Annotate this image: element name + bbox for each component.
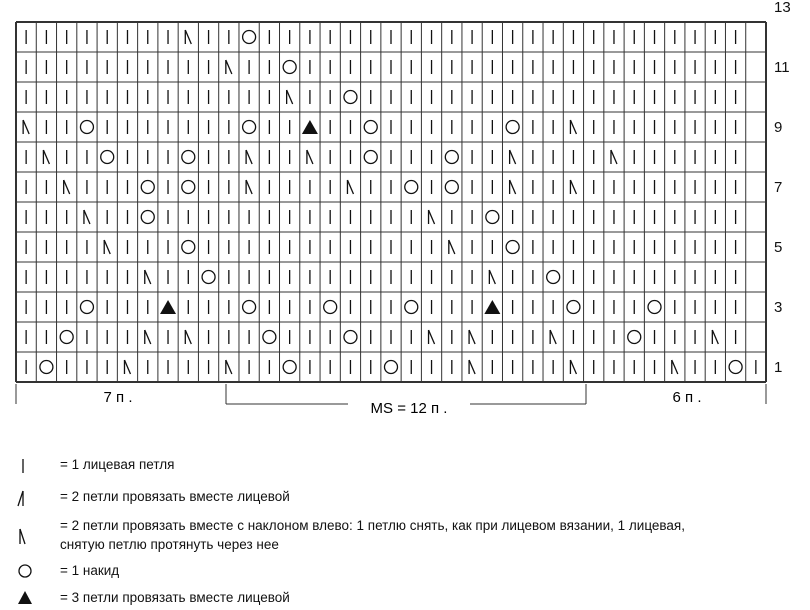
yarn-over-stitch <box>445 181 458 194</box>
row-number-label: 13 <box>774 0 791 16</box>
row-number-label: 3 <box>774 299 783 316</box>
yarn-over-stitch <box>182 241 195 254</box>
k2tog-left-stitch <box>145 270 151 284</box>
yarn-over-stitch <box>364 121 377 134</box>
k2tog-left-stitch <box>712 330 718 344</box>
k2tog-left-stitch <box>510 150 516 164</box>
yarn-over-stitch <box>385 361 398 374</box>
k2tog-left-stitch <box>570 360 576 374</box>
yarn-over-stitch <box>243 301 256 314</box>
k2tog-left-stitch <box>23 120 29 134</box>
k2tog-left-stitch <box>185 330 191 344</box>
yarn-over-stitch <box>283 61 296 74</box>
row-number-labels <box>774 0 791 376</box>
k3tog-stitch <box>302 120 318 134</box>
legend-text-k2tog-right: = 2 петли провязать вместе лицевой <box>60 489 290 504</box>
k2tog-left-stitch <box>570 120 576 134</box>
k2tog-left-stitch <box>124 360 130 374</box>
yarn-over-stitch <box>141 181 154 194</box>
yarn-over-stitch <box>405 301 418 314</box>
yarn-over-stitch <box>60 331 73 344</box>
k2tog-left-stitch <box>489 270 495 284</box>
yarn-over-stitch <box>628 331 641 344</box>
yarn-over-stitch <box>283 361 296 374</box>
k2tog-left-stitch <box>611 150 617 164</box>
yarn-over-stitch <box>547 271 560 284</box>
k2tog-left-stitch <box>84 210 90 224</box>
k2tog-left-stitch <box>449 240 455 254</box>
yarn-over-stitch <box>243 31 256 44</box>
bracket-ms-label: MS = 12 п . <box>370 400 448 417</box>
yarn-over-stitch <box>506 241 519 254</box>
k2tog-left-stitch <box>429 210 435 224</box>
yarn-over-stitch <box>141 211 154 224</box>
yarn-over-stitch <box>80 121 93 134</box>
yarn-over-stitch <box>202 271 215 284</box>
stitch-count-brackets <box>16 384 766 417</box>
yarn-over-stitch <box>243 121 256 134</box>
yarn-over-icon <box>8 561 32 583</box>
row-number-label: 1 <box>774 359 783 376</box>
yarn-over-stitch <box>101 151 114 164</box>
k2tog-left-stitch <box>429 330 435 344</box>
k2tog-left-stitch <box>226 60 232 74</box>
chart-grid <box>16 22 766 382</box>
k2tog-right-icon <box>8 487 32 509</box>
row-number-label: 5 <box>774 239 783 256</box>
yarn-over-stitch <box>405 181 418 194</box>
yarn-over-stitch <box>344 91 357 104</box>
k2tog-left-stitch <box>226 360 232 374</box>
yarn-over-stitch <box>506 121 519 134</box>
k2tog-left-stitch <box>469 330 475 344</box>
yarn-over-stitch <box>729 361 742 374</box>
k2tog-left-stitch <box>570 180 576 194</box>
k2tog-left-stitch <box>287 90 293 104</box>
yarn-over-stitch <box>364 151 377 164</box>
k2tog-left-stitch <box>550 330 556 344</box>
k2tog-left-stitch <box>347 180 353 194</box>
yarn-over-stitch <box>324 301 337 314</box>
k2tog-left-stitch <box>43 150 49 164</box>
yarn-over-stitch <box>567 301 580 314</box>
yarn-over-stitch <box>648 301 661 314</box>
k2tog-left-stitch <box>64 180 70 194</box>
legend-text-k2tog-left: = 2 петли провязать вместе с наклоном влево: 1 петлю снять, как при лицевом вязании, 1 лицевая, <box>60 518 685 533</box>
yarn-over-stitch <box>344 331 357 344</box>
k2tog-left-stitch <box>307 150 313 164</box>
yarn-over-stitch <box>182 181 195 194</box>
k2tog-left-stitch <box>510 180 516 194</box>
bracket-left-label: 7 п . <box>103 389 133 406</box>
row-number-label: 11 <box>774 59 790 76</box>
k2tog-left-stitch <box>104 240 110 254</box>
yarn-over-stitch <box>80 301 93 314</box>
knit-icon <box>8 455 32 477</box>
k2tog-left-stitch <box>672 360 678 374</box>
yarn-over-stitch <box>182 151 195 164</box>
yarn-over-stitch <box>263 331 276 344</box>
k2tog-left-stitch <box>246 180 252 194</box>
legend-text-yarn-over: = 1 накид <box>60 563 120 578</box>
k3tog-icon <box>8 588 32 610</box>
k2tog-left-stitch <box>246 150 252 164</box>
bracket-right-label: 6 п . <box>672 389 702 406</box>
yarn-over-stitch <box>40 361 53 374</box>
k3tog-stitch <box>484 300 500 314</box>
k2tog-left-stitch <box>185 30 191 44</box>
k3tog-stitch <box>160 300 176 314</box>
legend-text-k2tog-left-cont: снятую петлю протянуть через нее <box>60 537 279 552</box>
row-number-label: 7 <box>774 179 783 196</box>
k2tog-left-icon <box>8 525 32 547</box>
row-number-label: 9 <box>774 119 783 136</box>
k2tog-left-stitch <box>469 360 475 374</box>
legend-text-k3tog: = 3 петли провязать вместе лицевой <box>60 590 290 605</box>
yarn-over-stitch <box>445 151 458 164</box>
k2tog-left-stitch <box>145 330 151 344</box>
legend-text-knit: = 1 лицевая петля <box>60 457 175 472</box>
yarn-over-stitch <box>486 211 499 224</box>
